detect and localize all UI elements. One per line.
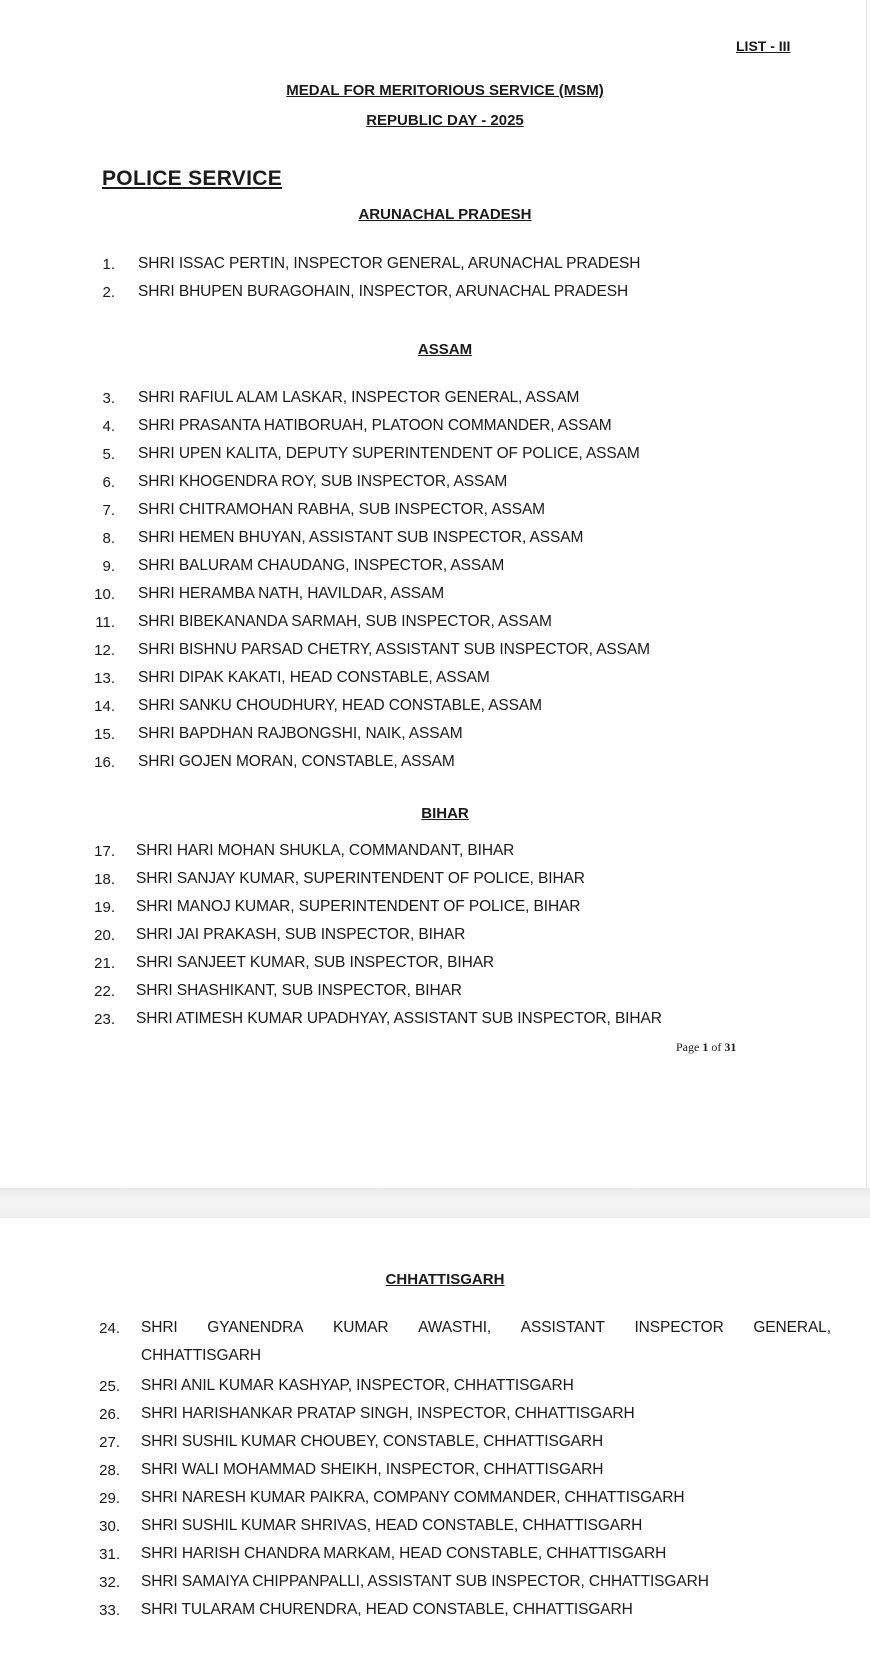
item-text: SHRI HERAMBA NATH, HAVILDAR, ASSAM (138, 585, 445, 602)
item-text: SHRI BALURAM CHAUDANG, INSPECTOR, ASSAM (138, 557, 505, 574)
item-number: 17. (94, 843, 115, 860)
item-number: 32. (99, 1574, 120, 1591)
item-text: SHRI DIPAK KAKATI, HEAD CONSTABLE, ASSAM (138, 669, 490, 686)
item-number: 8. (102, 530, 115, 547)
item-number: 18. (94, 871, 115, 888)
service-heading: POLICE SERVICE (102, 167, 283, 190)
item-number: 25. (99, 1378, 120, 1395)
item-text: SHRI CHITRAMOHAN RABHA, SUB INSPECTOR, ASSAM (138, 501, 545, 518)
item-number: 7. (102, 502, 115, 519)
item-number: 2. (102, 284, 115, 301)
state-heading-arunachal-pradesh: ARUNACHAL PRADESH (358, 206, 532, 223)
item-number: 33. (99, 1602, 120, 1619)
list-label: LIST - III (736, 38, 791, 54)
item-text: SHRI SANJAY KUMAR, SUPERINTENDENT OF POLICE, BIHAR (136, 870, 585, 887)
state-heading-bihar: BIHAR (421, 805, 469, 822)
item-text-justified: SHRI GYANENDRA KUMAR AWASTHI, ASSISTANT INSPECTOR GENERAL, (141, 1319, 831, 1336)
item-number: 29. (99, 1490, 120, 1507)
item-text: SHRI KHOGENDRA ROY, SUB INSPECTOR, ASSAM (138, 473, 508, 490)
item-text: SHRI SAMAIYA CHIPPANPALLI, ASSISTANT SUB INSPECTOR, CHHATTISGARH (141, 1573, 709, 1590)
item-number: 20. (94, 927, 115, 944)
item-text: SHRI WALI MOHAMMAD SHEIKH, INSPECTOR, CHHATTISGARH (141, 1461, 604, 1478)
state-heading-chhattisgarh: CHHATTISGARH (385, 1271, 505, 1288)
item-text: SHRI ATIMESH KUMAR UPADHYAY, ASSISTANT SUB INSPECTOR, BIHAR (136, 1010, 662, 1027)
document-page-2 (0, 1218, 866, 1668)
item-number: 9. (102, 558, 115, 575)
state-heading-assam: ASSAM (417, 341, 473, 358)
document-title: MEDAL FOR MERITORIOUS SERVICE (MSM) (286, 82, 604, 99)
item-text: SHRI SUSHIL KUMAR SHRIVAS, HEAD CONSTABLE, CHHATTISGARH (141, 1517, 643, 1534)
item-number: 23. (94, 1011, 115, 1028)
item-text-continuation: CHHATTISGARH (141, 1347, 261, 1364)
item-text: SHRI BHUPEN BURAGOHAIN, INSPECTOR, ARUNACHAL PRADESH (138, 283, 629, 300)
item-number: 22. (94, 983, 115, 1000)
item-number: 5. (102, 446, 115, 463)
item-number: 19. (94, 899, 115, 916)
item-number: 16. (94, 754, 115, 771)
item-number: 21. (94, 955, 115, 972)
item-number: 27. (99, 1434, 120, 1451)
item-text: SHRI SANJEET KUMAR, SUB INSPECTOR, BIHAR (136, 954, 495, 971)
item-number: 10. (94, 586, 115, 603)
item-text: SHRI SUSHIL KUMAR CHOUBEY, CONSTABLE, CHHATTISGARH (141, 1433, 604, 1450)
item-text: SHRI HARI MOHAN SHUKLA, COMMANDANT, BIHAR (136, 842, 515, 859)
item-text: SHRI TULARAM CHURENDRA, HEAD CONSTABLE, CHHATTISGARH (141, 1601, 633, 1618)
item-text: SHRI JAI PRAKASH, SUB INSPECTOR, BIHAR (136, 926, 466, 943)
item-text: SHRI SANKU CHOUDHURY, HEAD CONSTABLE, ASSAM (138, 697, 542, 714)
item-number: 15. (94, 726, 115, 743)
item-text: SHRI HARISH CHANDRA MARKAM, HEAD CONSTABLE, CHHATTISGARH (141, 1545, 667, 1562)
item-text: SHRI SHASHIKANT, SUB INSPECTOR, BIHAR (136, 982, 462, 999)
item-text: SHRI ANIL KUMAR KASHYAP, INSPECTOR, CHHATTISGARH (141, 1377, 574, 1394)
item-number: 14. (94, 698, 115, 715)
item-text: SHRI ISSAC PERTIN, INSPECTOR GENERAL, ARUNACHAL PRADESH (138, 255, 641, 272)
item-number: 11. (95, 614, 115, 631)
document-subtitle: REPUBLIC DAY - 2025 (366, 112, 524, 129)
item-text: SHRI MANOJ KUMAR, SUPERINTENDENT OF POLICE, BIHAR (136, 898, 581, 915)
item-number: 6. (102, 474, 115, 491)
item-number: 31. (99, 1546, 120, 1563)
item-number: 26. (99, 1406, 120, 1423)
item-text: SHRI NARESH KUMAR PAIKRA, COMPANY COMMANDER, CHHATTISGARH (141, 1489, 685, 1506)
item-text: SHRI HEMEN BHUYAN, ASSISTANT SUB INSPECTOR, ASSAM (138, 529, 584, 546)
item-text: SHRI BAPDHAN RAJBONGSHI, NAIK, ASSAM (138, 725, 463, 742)
item-number: 3. (102, 390, 115, 407)
item-text: SHRI BISHNU PARSAD CHETRY, ASSISTANT SUB INSPECTOR, ASSAM (138, 641, 650, 658)
item-number: 4. (102, 418, 115, 435)
item-number: 28. (99, 1462, 120, 1479)
item-number: 1. (102, 256, 115, 273)
item-text: SHRI GOJEN MORAN, CONSTABLE, ASSAM (138, 753, 455, 770)
item-number: 30. (99, 1518, 120, 1535)
item-text: SHRI PRASANTA HATIBORUAH, PLATOON COMMANDER, ASSAM (138, 417, 612, 434)
item-text: SHRI HARISHANKAR PRATAP SINGH, INSPECTOR, CHHATTISGARH (141, 1405, 635, 1422)
item-number: 12. (94, 642, 115, 659)
page-separator (0, 1188, 870, 1218)
item-number: 13. (94, 670, 115, 687)
page-footer: Page 1 of 31 (676, 1040, 737, 1054)
item-text: SHRI UPEN KALITA, DEPUTY SUPERINTENDENT OF POLICE, ASSAM (138, 445, 640, 462)
item-number: 24. (99, 1320, 120, 1337)
item-text: SHRI BIBEKANANDA SARMAH, SUB INSPECTOR, ASSAM (138, 613, 552, 630)
item-text: SHRI RAFIUL ALAM LASKAR, INSPECTOR GENERAL, ASSAM (138, 389, 580, 406)
